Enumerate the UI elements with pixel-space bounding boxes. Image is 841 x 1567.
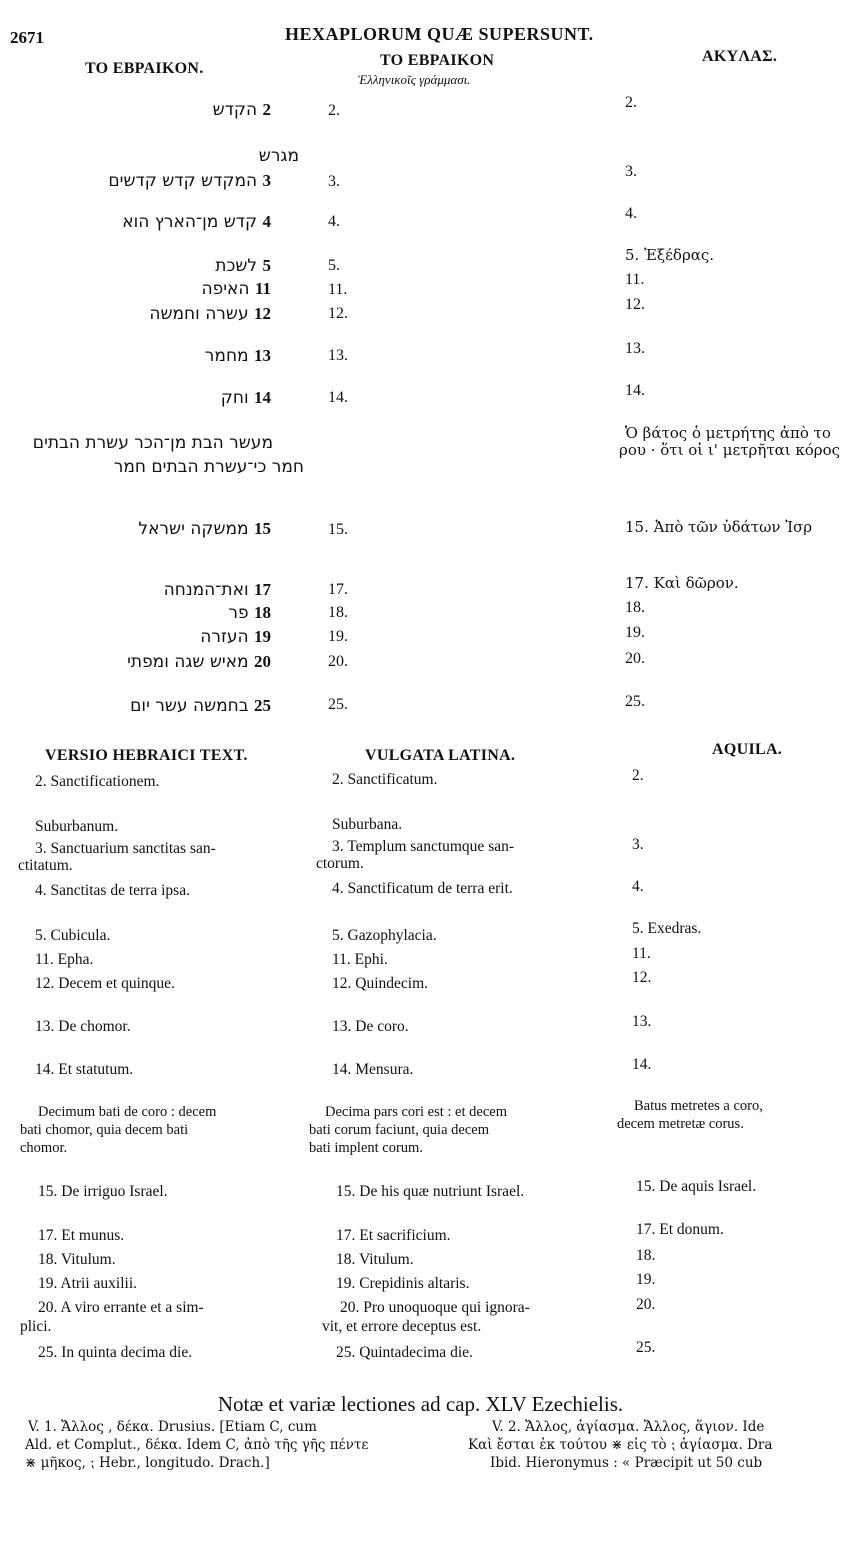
versio-line: 14. Et statutum.	[35, 1061, 134, 1078]
versio-line: Suburbanum.	[35, 818, 119, 835]
versio-line: 15. De irriguo Israel.	[38, 1183, 168, 1200]
aquila-greek-line: 15. Ἀπὸ τῶν ὑδάτων Ἰσρ	[625, 518, 813, 536]
hebrew-line: 2 הקדש	[212, 100, 271, 120]
hebrew-line: 4 קדש מן־הארץ הוא	[122, 212, 271, 232]
header-versio-column: VERSIO HEBRAICI TEXT.	[45, 747, 248, 764]
aquila-greek-line: 2.	[625, 94, 637, 111]
note-line-right: Καὶ ἔσται ἐκ τούτου ⋇ εἰς τὸ ⁏ ἁγίασμα. Dra	[468, 1437, 773, 1453]
transliteration-number: 5.	[328, 257, 340, 274]
aquila-greek-line: 17. Καὶ δῶρον.	[625, 574, 739, 592]
aquila-greek-line: Ὁ βάτος ὁ μετρήτης ἀπὸ το	[625, 424, 831, 442]
vulgata-line: 13. De coro.	[332, 1018, 409, 1035]
aquila-latin-line: 12.	[632, 969, 652, 986]
transliteration-number: 13.	[328, 347, 348, 364]
aquila-latin-line: 20.	[636, 1296, 656, 1313]
transliteration-number: 2.	[328, 102, 340, 119]
aquila-latin-line: 4.	[632, 878, 644, 895]
aquila-greek-line: 12.	[625, 296, 645, 313]
versio-line: 19. Atrii auxilii.	[38, 1275, 138, 1292]
aquila-latin-line: 11.	[632, 945, 651, 962]
versio-line: chomor.	[20, 1140, 68, 1156]
transliteration-number: 20.	[328, 653, 348, 670]
hebrew-line: מגרש	[258, 146, 299, 166]
vulgata-line: 12. Quindecim.	[332, 975, 428, 992]
note-line-right: Ibid. Hieronymus : « Præcipit ut 50 cub	[490, 1455, 763, 1471]
aquila-latin-line: decem metretæ corus.	[617, 1116, 744, 1132]
aquila-greek-line: 4.	[625, 205, 637, 222]
versio-line: 12. Decem et quinque.	[35, 975, 175, 992]
transliteration-number: 14.	[328, 389, 348, 406]
hebrew-line: 18 פר	[228, 603, 271, 623]
aquila-latin-line: 13.	[632, 1013, 652, 1030]
vulgata-line: 20. Pro unoquoque qui ignora-	[340, 1299, 530, 1316]
vulgata-line: bati implent corum.	[309, 1140, 423, 1156]
running-head: HEXAPLORUM QUÆ SUPERSUNT.	[285, 24, 594, 44]
aquila-greek-line: 25.	[625, 693, 645, 710]
hebrew-line: 14 וחק	[220, 388, 271, 408]
vulgata-line: 4. Sanctificatum de terra erit.	[332, 880, 513, 897]
hebrew-line: חמר כי־עשרת הבתים חמר	[113, 457, 304, 477]
hebrew-line: 13 מחמר	[204, 346, 271, 366]
aquila-latin-line: 17. Et donum.	[636, 1221, 724, 1238]
hebrew-line: 17 ואת־המנחה	[163, 580, 271, 600]
aquila-greek-line: 20.	[625, 650, 645, 667]
note-line-left: ⋇ μῆκος, ⁏ Hebr., longitudo. Drach.]	[25, 1455, 270, 1471]
header-transliterated-column: TO EBPAIKON	[380, 52, 495, 69]
aquila-latin-line: 14.	[632, 1056, 652, 1073]
aquila-latin-line: 2.	[632, 767, 644, 784]
hebrew-line: 20 מאיש שגה ומפתי	[127, 652, 271, 672]
aquila-latin-line: 15. De aquis Israel.	[636, 1178, 757, 1195]
aquila-greek-line: 18.	[625, 599, 645, 616]
aquila-latin-line: Batus metretes a coro,	[634, 1098, 763, 1114]
aquila-latin-line: 5. Exedras.	[632, 920, 702, 937]
vulgata-line: 3. Templum sanctumque san-	[332, 838, 515, 855]
transliteration-number: 3.	[328, 173, 340, 190]
aquila-greek-line: 14.	[625, 382, 645, 399]
versio-line: 13. De chomor.	[35, 1018, 131, 1035]
vulgata-line: 2. Sanctificatum.	[332, 771, 438, 788]
aquila-greek-line: 11.	[625, 271, 645, 288]
vulgata-line: 15. De his quæ nutriunt Israel.	[336, 1183, 525, 1200]
hebrew-line: 15 ממשקה ישראל	[138, 519, 271, 539]
hebrew-line: 11 האיפה	[201, 279, 271, 299]
header-vulgata-column: VULGATA LATINA.	[365, 747, 516, 764]
hebrew-line: 3 המקדש קדש קדשים	[108, 171, 271, 191]
vulgata-line: Decima pars cori est : et decem	[325, 1104, 507, 1120]
header-aquila-greek-column: AKYΛAΣ.	[702, 48, 778, 65]
header-aquila-latin-column: AQUILA.	[712, 741, 783, 758]
vulgata-line: 17. Et sacrificium.	[336, 1227, 451, 1244]
transliteration-number: 4.	[328, 213, 340, 230]
versio-line: 4. Sanctitas de terra ipsa.	[35, 882, 190, 899]
versio-line: Decimum bati de coro : decem	[38, 1104, 217, 1120]
vulgata-line: vit, et errore deceptus est.	[322, 1318, 482, 1335]
vulgata-line: 11. Ephi.	[332, 951, 388, 968]
versio-line: 11. Epha.	[35, 951, 94, 968]
aquila-latin-line: 25.	[636, 1339, 656, 1356]
notes-title: Notæ et variæ lectiones ad cap. XLV Ezechielis.	[217, 1392, 624, 1416]
transliteration-number: 15.	[328, 521, 348, 538]
vulgata-line: 19. Crepidinis altaris.	[336, 1275, 470, 1292]
hebrew-line: 19 העזרה	[200, 627, 271, 647]
hebrew-line: מעשר הבת מן־הכר עשרת הבתים	[32, 433, 273, 453]
aquila-greek-line: 3.	[625, 163, 637, 180]
header-hebrew-column: TO EBPAIKON.	[85, 60, 204, 77]
vulgata-line: 14. Mensura.	[332, 1061, 414, 1078]
vulgata-line: Suburbana.	[332, 816, 403, 833]
versio-line: 17. Et munus.	[38, 1227, 125, 1244]
note-line-right: V. 2. Ἄλλος, ἁγίασμα. Ἄλλος, ἅγιον. Ide	[492, 1419, 765, 1435]
aquila-greek-line: ρου · ὅτι οἱ ι' μετρῆται κόρος	[619, 441, 841, 459]
vulgata-line: 25. Quintadecima die.	[336, 1344, 473, 1361]
vulgata-line: ctorum.	[316, 855, 364, 872]
transliteration-number: 25.	[328, 696, 348, 713]
aquila-latin-line: 19.	[636, 1271, 656, 1288]
header-transliterated-subtitle: Ἑλληνικοῖς γράμμασι.	[358, 72, 471, 87]
page-number: 2671	[10, 28, 44, 47]
vulgata-line: bati corum faciunt, quia decem	[309, 1122, 489, 1138]
versio-line: 2. Sanctificationem.	[35, 773, 160, 790]
hebrew-line: 5 לשכת	[215, 256, 271, 276]
versio-line: ctitatum.	[18, 857, 73, 874]
aquila-latin-line: 3.	[632, 836, 644, 853]
versio-line: 25. In quinta decima die.	[38, 1344, 193, 1361]
versio-line: 18. Vitulum.	[38, 1251, 116, 1268]
versio-line: plici.	[20, 1318, 52, 1335]
transliteration-number: 17.	[328, 581, 348, 598]
transliteration-number: 19.	[328, 628, 348, 645]
aquila-greek-line: 5. Ἐξέδρας.	[625, 246, 715, 264]
note-line-left: Ald. et Complut., δέκα. Idem C, ἀπὸ τῆς γῆς πέντε	[25, 1437, 369, 1453]
versio-line: bati chomor, quia decem bati	[20, 1122, 189, 1138]
vulgata-line: 18. Vitulum.	[336, 1251, 414, 1268]
versio-line: 5. Cubicula.	[35, 927, 111, 944]
transliteration-number: 18.	[328, 604, 348, 621]
aquila-greek-line: 13.	[625, 340, 645, 357]
versio-line: 3. Sanctuarium sanctitas san-	[35, 840, 216, 857]
transliteration-number: 12.	[328, 305, 348, 322]
hebrew-line: 25 בחמשה עשר יום	[130, 696, 271, 716]
transliteration-number: 11.	[328, 281, 348, 298]
aquila-latin-line: 18.	[636, 1247, 656, 1264]
note-line-left: V. 1. Ἄλλος , δέκα. Drusius. [Etiam C, cum	[28, 1419, 317, 1435]
hebrew-line: 12 עשרה וחמשה	[149, 304, 271, 324]
vulgata-line: 5. Gazophylacia.	[332, 927, 437, 944]
versio-line: 20. A viro errante et a sim-	[38, 1299, 204, 1316]
aquila-greek-line: 19.	[625, 624, 645, 641]
